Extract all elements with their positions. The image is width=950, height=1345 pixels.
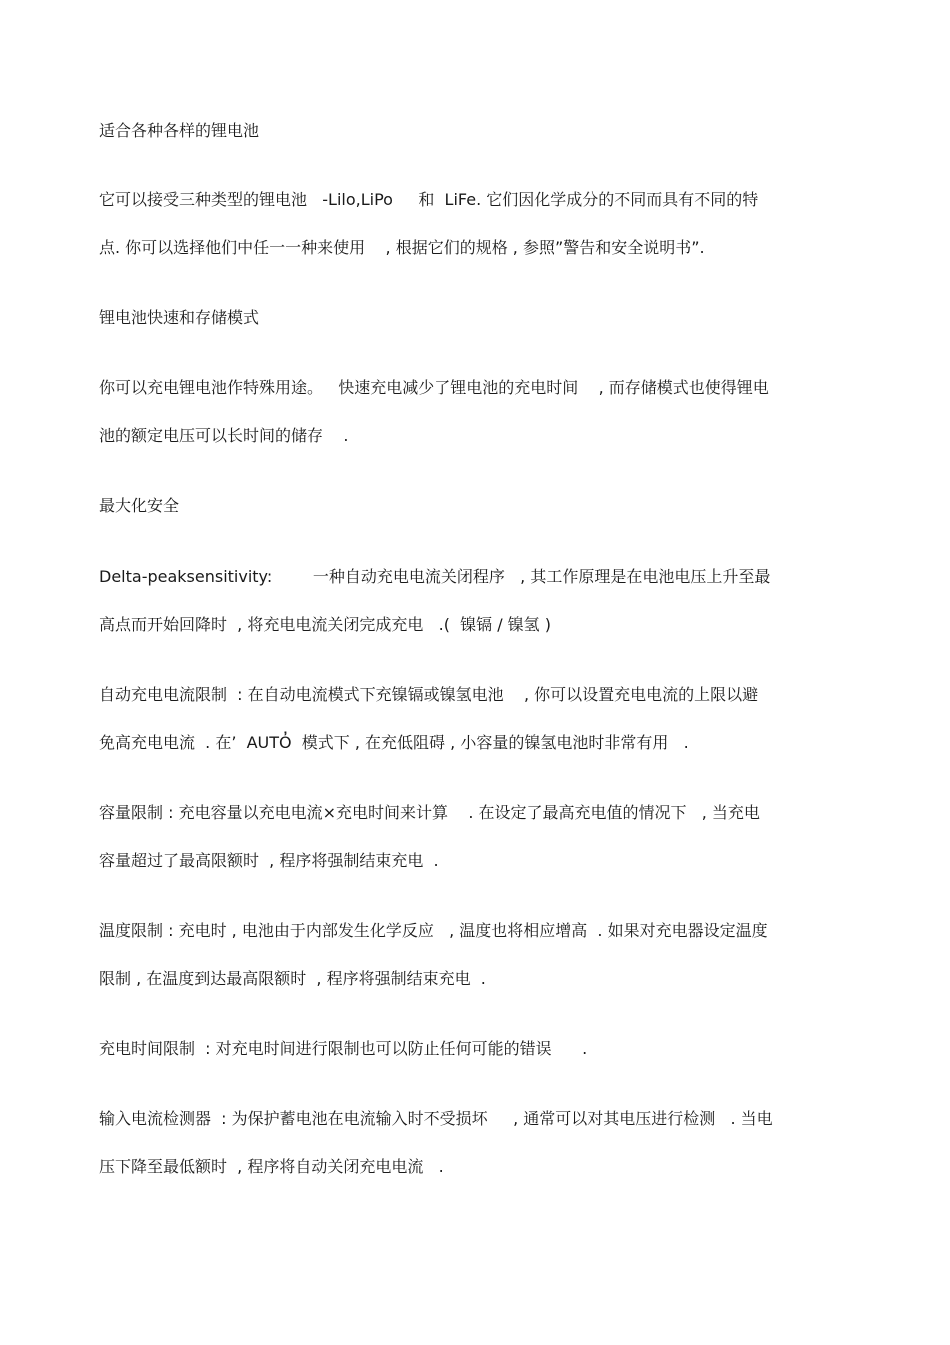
paragraph-capacity-limit-line-1: 容量限制 : 充电容量以充电电流×充电时间来计算 . 在设定了最高充电值的情况下 , 当充电 — [99, 803, 760, 822]
paragraph-lithium-types-line-1: 它可以接受三种类型的锂电池 -Lilo,LiPo 和 LiFe. 它们因化学成分的不同而具有不同的特 — [99, 190, 759, 209]
heading-max-safety: 最大化安全 — [99, 496, 180, 515]
paragraph-temperature-limit-line-2: 限制 , 在温度到达最高限额时 , 程序将强制结束充电 . — [99, 969, 486, 988]
paragraph-auto-current-line-1: 自动充电电流限制 : 在自动电流模式下充镍镉或镍氢电池 , 你可以设置充电电流的上限以避 — [99, 685, 759, 704]
paragraph-charge-time-limit: 充电时间限制 : 对充电时间进行限制也可以防止任何可能的错误 . — [99, 1039, 588, 1058]
paragraph-temperature-limit-line-1: 温度限制 : 充电时 , 电池由于内部发生化学反应 , 温度也将相应增高 . 如果对充电器设定温度 — [99, 921, 768, 940]
paragraph-input-detector-line-1: 输入电流检测器 : 为保护蓄电池在电流输入时不受损坏 , 通常可以对其电压进行检测 . 当电 — [99, 1109, 773, 1128]
paragraph-input-detector-line-2: 压下降至最低额时 , 程序将自动关闭充电电流 . — [99, 1157, 444, 1176]
heading-lithium-battery-types: 适合各种各样的锂电池 — [99, 121, 260, 140]
heading-fast-storage-mode: 锂电池快速和存储模式 — [99, 308, 260, 327]
paragraph-capacity-limit-line-2: 容量超过了最高限额时 , 程序将强制结束充电 . — [99, 851, 439, 870]
paragraph-fast-storage-line-1: 你可以充电锂电池作特殊用途。 快速充电减少了锂电池的充电时间 , 而存储模式也使得锂电 — [99, 378, 769, 397]
paragraph-delta-peak-line-1: Delta-peaksensitivity: 一种自动充电电流关闭程序 , 其工作原理是在电池电压上升至最 — [99, 567, 771, 586]
paragraph-auto-current-line-2: 免高充电电流 . 在’ AUTO̓ 模式下 , 在充低阻碍 , 小容量的镍氢电池时非常有用 . — [99, 733, 689, 752]
paragraph-fast-storage-line-2: 池的额定电压可以长时间的储存 . — [99, 426, 349, 445]
paragraph-delta-peak-line-2: 高点而开始回降时 , 将充电电流关闭完成充电 .( 镍镉 / 镍氢 ) — [99, 615, 551, 634]
paragraph-lithium-types-line-2: 点. 你可以选择他们中任一一种来使用 , 根据它们的规格 , 参照”警告和安全说明书”. — [99, 238, 705, 257]
